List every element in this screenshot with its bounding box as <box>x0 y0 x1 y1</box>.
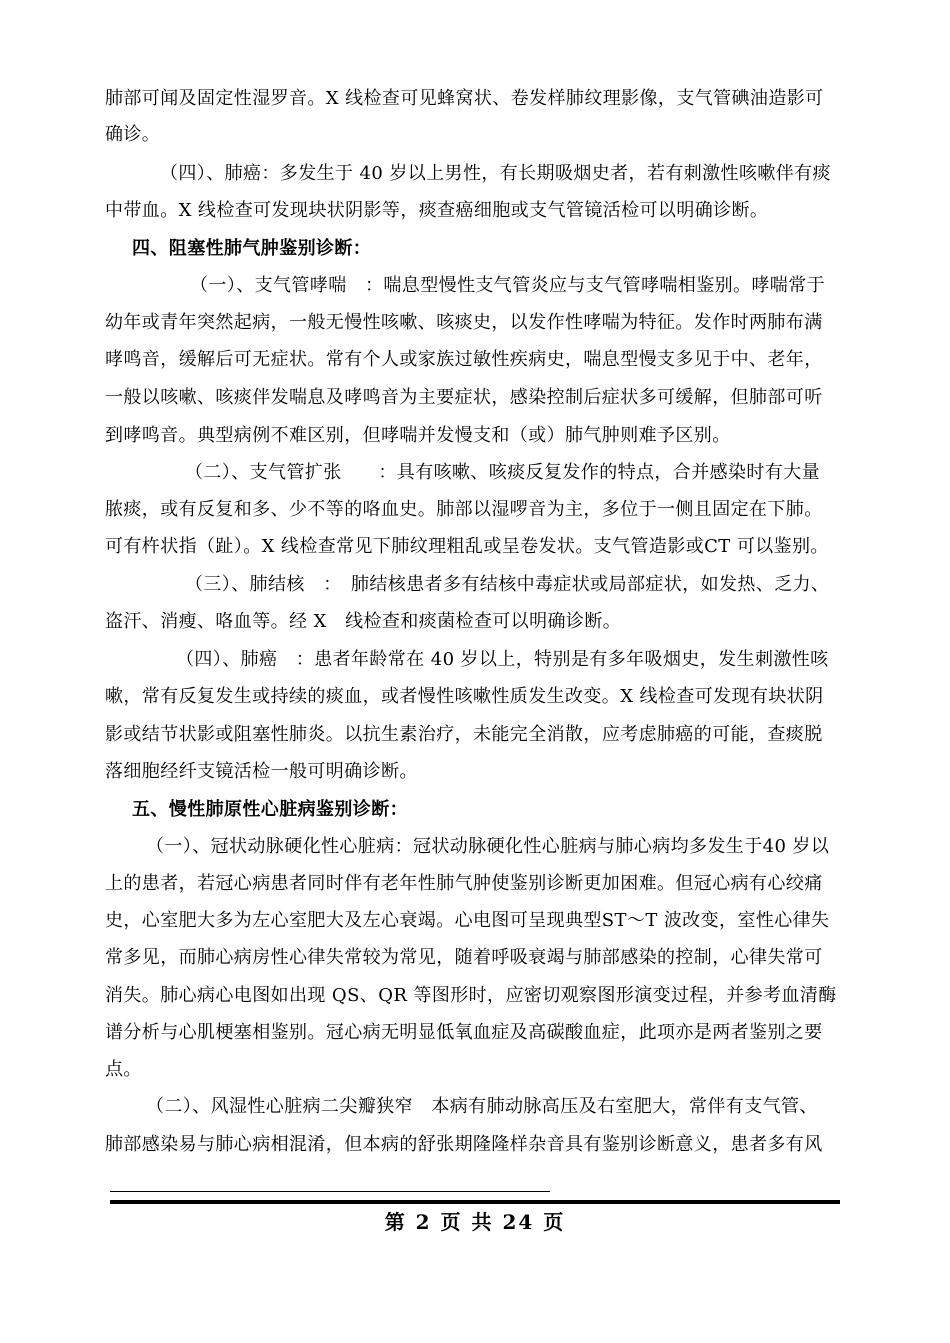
paragraph-line: 一般以咳嗽、咳痰伴发喘息及哮鸣音为主要症状，感染控制后症状多可缓解，但肺部可听 <box>105 387 823 408</box>
paragraph-line: 肺部感染易与肺心病相混淆，但本病的舒张期隆隆样杂音具有鉴别诊断意义，患者多有风 <box>105 1134 823 1155</box>
section-heading: 五、慢性肺原性心脏病鉴别诊断： <box>132 799 408 820</box>
paragraph-line: 谱分析与心肌梗塞相鉴别。冠心病无明显低氧血症及高碳酸血症，此项亦是两者鉴别之要 <box>105 1022 823 1043</box>
footer-divider-thin <box>110 1191 550 1192</box>
paragraph-line: 确诊。 <box>105 124 161 145</box>
paragraph-line: 盗汗、消瘦、咯血等。经 X 线检查和痰菌检查可以明确诊断。 <box>105 611 622 632</box>
paragraph-line: 点。 <box>105 1059 142 1080</box>
paragraph-line: 影或结节状影或阻塞性肺炎。以抗生素治疗，未能完全消散，应考虑肺癌的可能，查痰脱 <box>105 724 823 745</box>
paragraph-line: （四）、肺癌 ：患者年龄常在 40 岁以上，特别是有多年吸烟史，发生刺激性咳 <box>176 649 829 670</box>
paragraph-line: （一）、冠状动脉硬化性心脏病：冠状动脉硬化性心脏病与肺心病均多发生于40 岁以 <box>146 836 830 857</box>
paragraph-line: （二）、风湿性心脏病二尖瓣狭窄 本病有肺动脉高压及右室肥大，常伴有支气管、 <box>146 1096 818 1117</box>
paragraph-line: 嗽，常有反复发生或持续的痰血，或者慢性咳嗽性质发生改变。X 线检查可发现有块状阴 <box>105 686 824 707</box>
paragraph-line: （二）、支气管扩张 ：具有咳嗽、咳痰反复发作的特点，合并感染时有大量 <box>185 462 820 483</box>
paragraph-line: （四）、肺癌：多发生于 40 岁以上男性，有长期吸烟史者，若有刺激性咳嗽伴有痰 <box>160 163 831 184</box>
paragraph-line: （三）、肺结核 ： 肺结核患者多有结核中毒症状或局部症状，如发热、乏力、 <box>185 574 830 595</box>
paragraph-line: 肺部可闻及固定性湿罗音。X 线检查可见蜂窝状、卷发样肺纹理影像，支气管碘油造影可 <box>105 88 824 109</box>
paragraph-line: 幼年或青年突然起病，一般无慢性咳嗽、咳痰史，以发作性哮喘为特征。发作时两肺布满 <box>105 312 823 333</box>
footer-divider-thick <box>110 1200 840 1204</box>
paragraph-line: 消失。肺心病心电图如出现 QS、QR 等图形时，应密切观察图形演变过程，并参考血清酶 <box>105 985 837 1006</box>
paragraph-line: 哮鸣音，缓解后可无症状。常有个人或家族过敏性疾病史，喘息型慢支多见于中、老年， <box>105 349 823 370</box>
paragraph-line: （一）、支气管哮喘 ：喘息型慢性支气管炎应与支气管哮喘相鉴别。哮喘常于 <box>190 275 825 296</box>
paragraph-line: 脓痰，或有反复和多、少不等的咯血史。肺部以湿啰音为主，多位于一侧且固定在下肺。 <box>105 499 823 520</box>
section-heading: 四、阻塞性肺气肿鉴别诊断： <box>132 238 372 259</box>
page-number: 第 2 页 共 24 页 <box>384 1210 566 1234</box>
paragraph-line: 到哮鸣音。典型病例不难区别，但哮喘并发慢支和（或）肺气肿则难予区别。 <box>105 425 731 446</box>
paragraph-line: 常多见，而肺心病房性心律失常较为常见，随着呼吸衰竭与肺部感染的控制，心律失常可 <box>105 947 823 968</box>
paragraph-line: 落细胞经纤支镜活检一般可明确诊断。 <box>105 761 418 782</box>
paragraph-line: 上的患者，若冠心病患者同时伴有老年性肺气肿使鉴别诊断更加困难。但冠心病有心绞痛 <box>105 873 823 894</box>
paragraph-line: 中带血。X 线检查可发现块状阴影等，痰查癌细胞或支气管镜活检可以明确诊断。 <box>105 200 769 221</box>
paragraph-line: 史，心室肥大多为左心室肥大及左心衰竭。心电图可呈现典型ST～T 波改变，室性心律失 <box>105 910 830 931</box>
paragraph-line: 可有杵状指（趾）。X 线检查常见下肺纹理粗乱或呈卷发状。支气管造影或CT 可以鉴别。 <box>105 536 829 557</box>
